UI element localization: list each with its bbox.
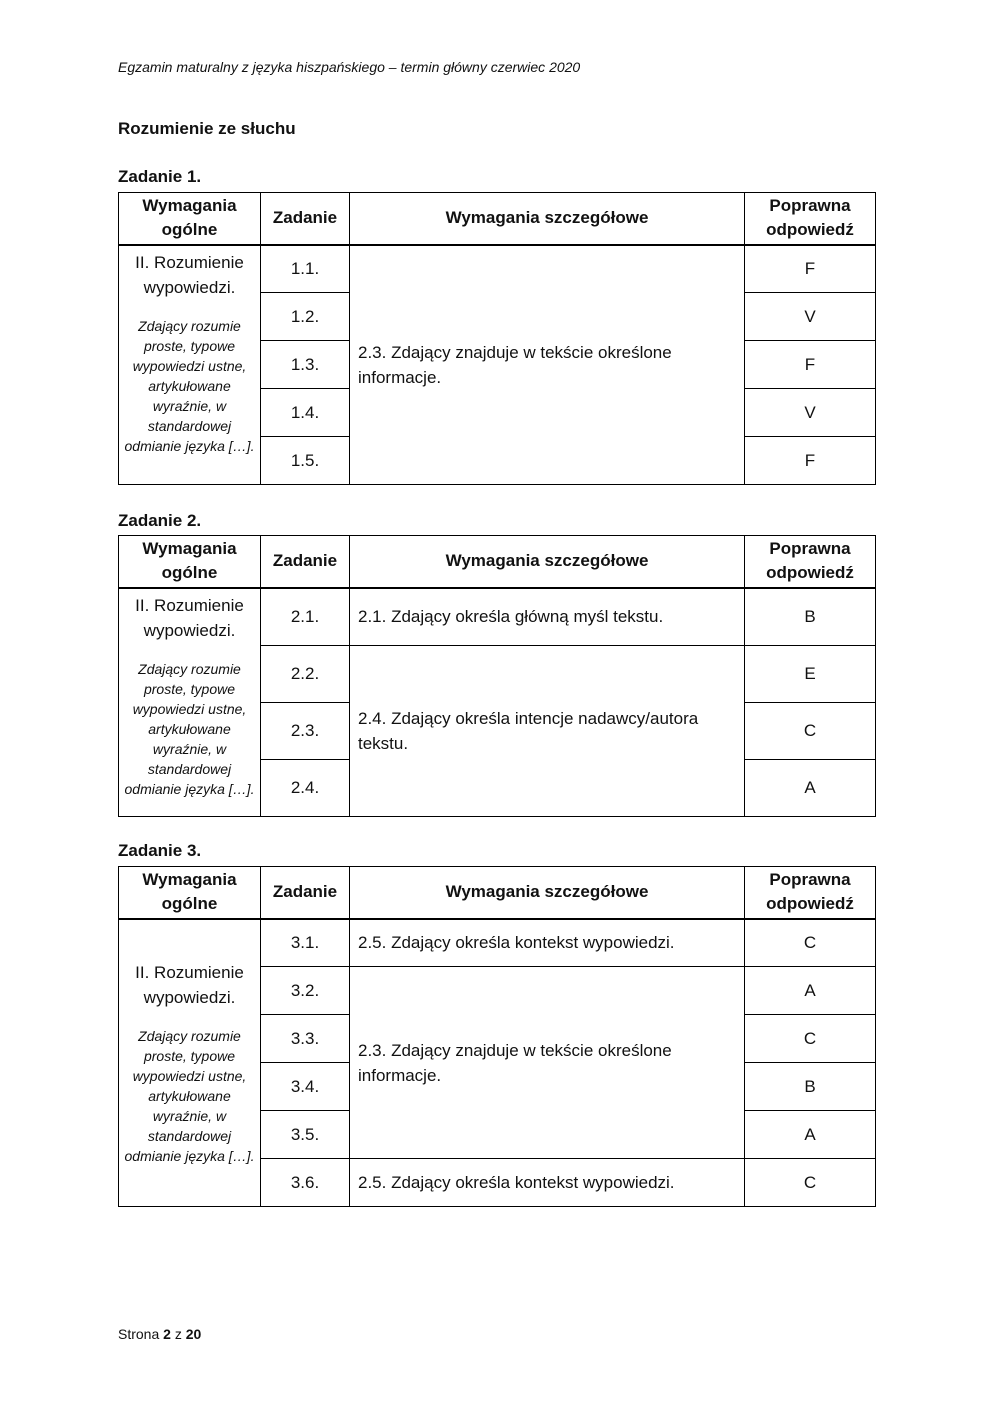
page-header: Egzamin maturalny z języka hiszpańskiego – termin główny czerwiec 2020 [118, 59, 581, 75]
answer: F [745, 245, 876, 293]
answer: V [745, 293, 876, 341]
task-number: 3.5. [261, 1111, 350, 1159]
detailed-requirement: 2.3. Zdający znajduje w tekście określone informacje. [350, 245, 745, 485]
general-requirement-sub: Zdający rozumie proste, typowe wypowiedzi ustne, artykułowane wyraźnie, w standardowej odmianie języka […]. [124, 317, 255, 454]
task3-table [118, 866, 876, 1207]
answer: B [745, 1063, 876, 1111]
answer: A [745, 967, 876, 1015]
task-number: 1.2. [261, 293, 350, 341]
general-requirement [119, 919, 261, 1207]
task2-table [118, 535, 876, 817]
general-requirement-sub: Zdający rozumie proste, typowe wypowiedzi ustne, artykułowane wyraźnie, w standardowej odmianie języka […]. [124, 1027, 255, 1164]
col-detailed-header: Wymagania szczegółowe [350, 867, 745, 919]
col-general-header: Wymagania ogólne [119, 867, 261, 919]
detailed-requirement: 2.3. Zdający znajduje w tekście określone informacje. [350, 967, 745, 1159]
col-detailed-header: Wymagania szczegółowe [350, 536, 745, 588]
task1-title: Zadanie 1. [118, 167, 202, 186]
task-number: 3.3. [261, 1015, 350, 1063]
task-number: 2.3. [261, 703, 350, 760]
detailed-requirement: 2.5. Zdający określa kontekst wypowiedzi. [350, 1159, 745, 1207]
table-row [119, 245, 876, 293]
answer: C [745, 1159, 876, 1207]
general-requirement-main: II. Rozumienie wypowiedzi. [135, 252, 244, 297]
answer: F [745, 341, 876, 389]
col-answer-header: Poprawna odpowiedź [745, 193, 876, 245]
task-number: 1.1. [261, 245, 350, 293]
task1-table [118, 192, 876, 485]
col-task-header: Zadanie [261, 193, 350, 245]
task-number: 3.1. [261, 919, 350, 967]
col-general-header: Wymagania ogólne [119, 536, 261, 588]
task-number: 3.4. [261, 1063, 350, 1111]
col-detailed-header: Wymagania szczegółowe [350, 193, 745, 245]
task-number: 3.6. [261, 1159, 350, 1207]
col-answer-header: Poprawna odpowiedź [745, 867, 876, 919]
table-row [119, 588, 876, 646]
answer: E [745, 646, 876, 703]
task-number: 1.5. [261, 437, 350, 485]
answer: C [745, 919, 876, 967]
footer-page-number: 2 [163, 1326, 171, 1342]
col-general-header: Wymagania ogólne [119, 193, 261, 245]
task-number: 2.4. [261, 760, 350, 817]
answer: F [745, 437, 876, 485]
table-row [119, 919, 876, 967]
page-footer [118, 1326, 201, 1342]
footer-prefix: Strona [118, 1326, 160, 1342]
task3-title: Zadanie 3. [118, 841, 202, 860]
col-task-header: Zadanie [261, 536, 350, 588]
task2-title: Zadanie 2. [118, 511, 202, 530]
general-requirement [119, 588, 261, 817]
answer: B [745, 588, 876, 646]
col-task-header: Zadanie [261, 867, 350, 919]
detailed-requirement: 2.5. Zdający określa kontekst wypowiedzi. [350, 919, 745, 967]
general-requirement-main: II. Rozumienie wypowiedzi. [135, 962, 244, 1007]
footer-separator: z [174, 1326, 182, 1342]
task-number: 1.3. [261, 341, 350, 389]
answer: C [745, 1015, 876, 1063]
general-requirement-main: II. Rozumienie wypowiedzi. [135, 595, 244, 640]
answer: A [745, 1111, 876, 1159]
task-number: 2.1. [261, 588, 350, 646]
answer: C [745, 703, 876, 760]
detailed-requirement: 2.1. Zdający określa główną myśl tekstu. [350, 588, 745, 646]
task-number: 3.2. [261, 967, 350, 1015]
col-answer-header: Poprawna odpowiedź [745, 536, 876, 588]
task-number: 1.4. [261, 389, 350, 437]
answer: V [745, 389, 876, 437]
answer: A [745, 760, 876, 817]
general-requirement [119, 245, 261, 485]
detailed-requirement: 2.4. Zdający określa intencje nadawcy/autora tekstu. [350, 646, 745, 817]
footer-page-total: 20 [185, 1326, 202, 1342]
section-title: Rozumienie ze słuchu [118, 119, 296, 138]
general-requirement-sub: Zdający rozumie proste, typowe wypowiedzi ustne, artykułowane wyraźnie, w standardowej odmianie języka […]. [124, 660, 255, 797]
task-number: 2.2. [261, 646, 350, 703]
